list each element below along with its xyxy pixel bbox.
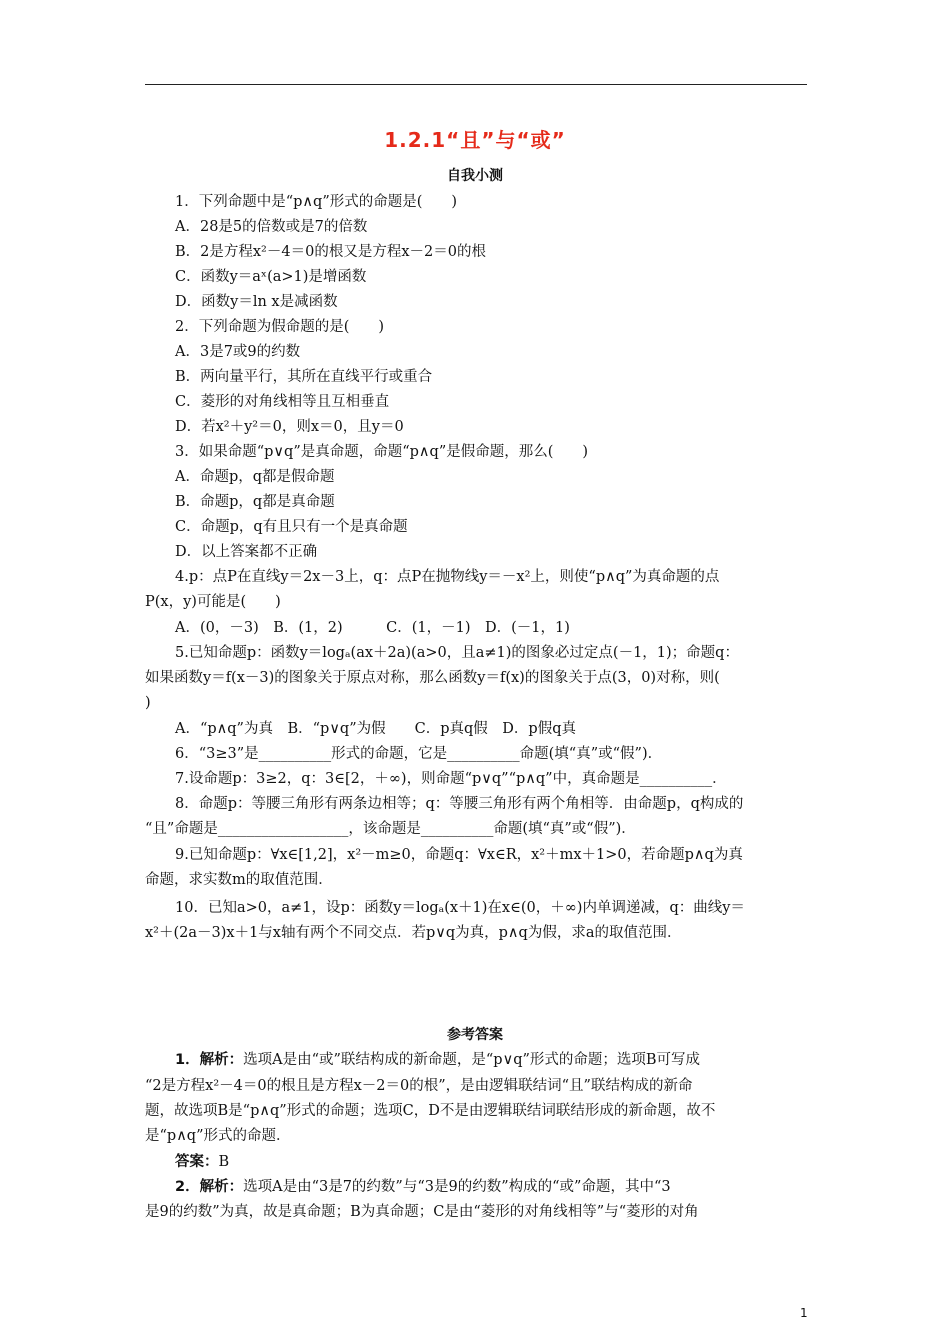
answer-line [145, 1126, 291, 1146]
page-number: 1 [800, 1306, 808, 1320]
question-line: B．两向量平行，其所在直线平行或重合 [175, 369, 433, 385]
question-line: C．命题p，q有且只有一个是真命题 [175, 519, 408, 535]
answer-text: 是“p∧q”形式的命题． [145, 1128, 291, 1144]
question-line: 命题，求实数m的取值范围． [145, 872, 333, 888]
question-line: x²＋(2a－3)x＋1与x轴有两个不同交点．若p∨q为真，p∧q为假，求a的取值范围． [145, 925, 682, 941]
answer-text: 选项A是由“3是7的约数”与“3是9的约数”构成的“或”命题，其中“3 [243, 1179, 671, 1195]
question-line: 9.已知命题p：∀x∈[1,2]，x²－m≥0，命题q：∀x∈R，x²＋mx＋1>0，若命题p∧q为真 [175, 847, 743, 863]
question-line: 2．下列命题为假命题的是( ) [175, 319, 385, 335]
answer-text: “2是方程x²－4＝0的根且是方程x－2＝0的根”，是由逻辑联结词“且”联结构成的新命 [145, 1078, 693, 1094]
answer-line [145, 1076, 692, 1096]
question-line: C．函数y＝aˣ(a>1)是增函数 [175, 269, 367, 285]
answer-label: 答案： [175, 1154, 219, 1170]
section-heading: 自我小测 [447, 168, 503, 184]
question-line: A．“p∧q”为真 B．“p∨q”为假 C．p真q假 D．p假q真 [175, 721, 576, 737]
question-line: A．(0，－3) B．(1，2) C．(1，－1) D．(－1，1) [175, 620, 570, 636]
question-line: 4.p：点P在直线y＝2x－3上，q：点P在抛物线y＝－x²上，则使“p∧q”为真命题的点 [175, 569, 720, 585]
question-line: 3．如果命题“p∨q”是真命题，命题“p∧q”是假命题，那么( ) [175, 444, 589, 460]
question-line: P(x，y)可能是( ) [145, 594, 281, 610]
answer-line [145, 1101, 715, 1121]
answers-heading: 参考答案 [447, 1027, 503, 1043]
question-line: A．3是7或9的约数 [175, 344, 301, 360]
question-line: 7.设命题p：3≥2，q：3∈[2，＋∞)，则命题“p∨q”“p∧q”中，真命题是__________． [175, 771, 727, 787]
question-line: D．函数y＝ln x是减函数 [175, 294, 338, 310]
question-line: ) [145, 695, 151, 711]
question-line: A．命题p，q都是假命题 [175, 469, 335, 485]
question-line: 6．“3≥3”是__________形式的命题，它是__________命题(填“真”或“假”)． [175, 746, 663, 762]
answer-text: B [218, 1154, 230, 1170]
question-line: 1．下列命题中是“p∧q”形式的命题是( ) [175, 194, 458, 210]
question-line: D．若x²＋y²＝0，则x＝0，且y＝0 [175, 419, 404, 435]
answer-text: 选项A是由“或”联结构成的新命题，是“p∨q”形式的命题；选项B可写成 [243, 1052, 701, 1068]
page-title: 1.2.1“且”与“或” [384, 128, 566, 152]
question-line: 8．命题p：等腰三角形有两条边相等；q：等腰三角形有两个角相等．由命题p，q构成的 [175, 796, 744, 812]
question-line: D．以上答案都不正确 [175, 544, 318, 560]
answer-line [175, 1050, 700, 1070]
answer-line [175, 1152, 229, 1172]
question-line: “且”命题是__________________，该命题是__________命题(填“真”或“假”)． [145, 821, 636, 837]
question-line: B．命题p，q都是真命题 [175, 494, 335, 510]
answer-text: 是9的约数”为真，故是真命题；B为真命题；C是由“菱形的对角线相等”与“菱形的对角 [145, 1204, 699, 1220]
question-line: C．菱形的对角线相等且互相垂直 [175, 394, 390, 410]
answer-label: 2．解析： [175, 1179, 244, 1195]
header-rule [145, 84, 807, 85]
answer-label: 1．解析： [175, 1052, 244, 1068]
question-line: 5.已知命题p：函数y＝logₐ(ax＋2a)(a>0，且a≠1)的图象必过定点(－1，1)；命题q： [175, 645, 739, 661]
answer-line [175, 1177, 671, 1197]
answer-line [145, 1202, 699, 1222]
question-line: 10．已知a>0，a≠1，设p：函数y＝logₐ(x＋1)在x∈(0，＋∞)内单调递减，q：曲线y＝ [175, 900, 745, 916]
question-line: B．2是方程x²－4＝0的根又是方程x－2＝0的根 [175, 244, 486, 260]
answer-text: 题，故选项B是“p∧q”形式的命题；选项C，D不是由逻辑联结词联结形成的新命题，故不 [145, 1103, 716, 1119]
question-line: A．28是5的倍数或是7的倍数 [175, 219, 368, 235]
question-line: 如果函数y＝f(x－3)的图象关于原点对称，那么函数y＝f(x)的图象关于点(3，0)对称，则( [145, 670, 720, 686]
